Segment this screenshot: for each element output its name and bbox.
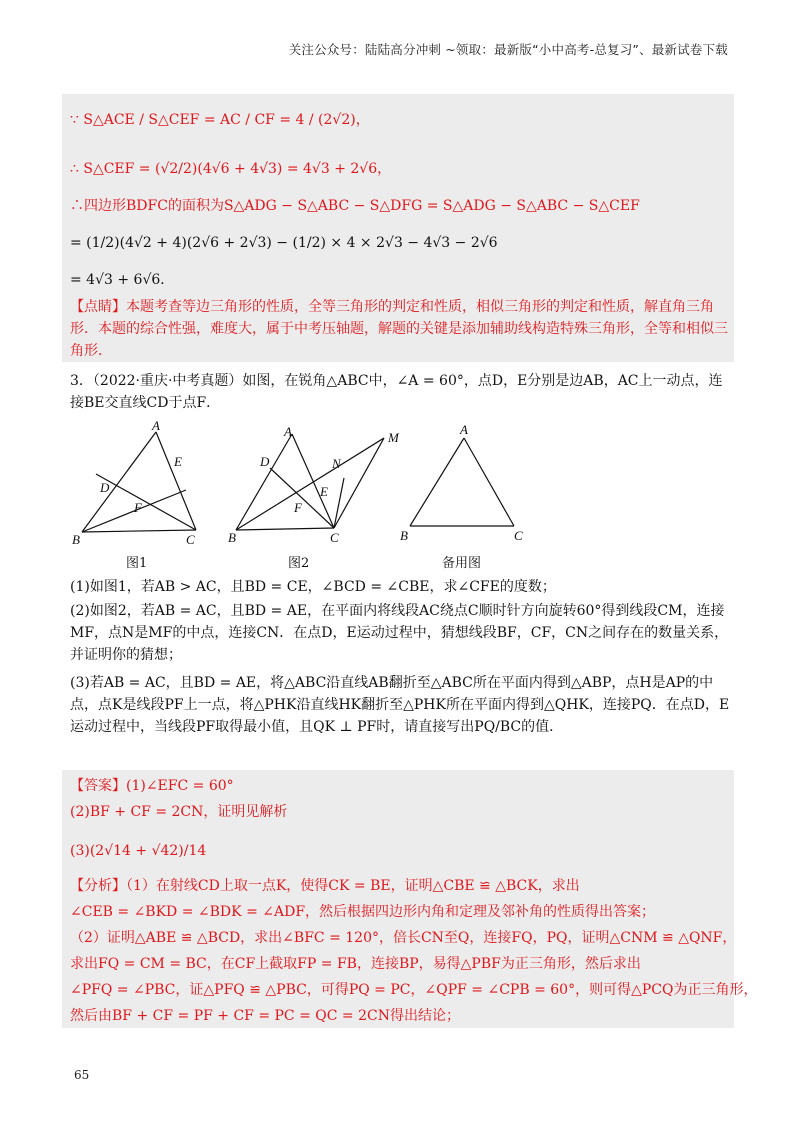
f2-label-a: A bbox=[284, 424, 292, 439]
solution-line-3: ∴四边形BDFC的面积为S△ADG − S△ABC − S△DFG = S△ADG − S△ABC − S△CEF bbox=[70, 198, 640, 214]
analysis-line-2: ∠CEB = ∠BKD = ∠BDK = ∠ADF，然后根据四边形内角和定理及邻补角的性质得出答案； bbox=[70, 904, 656, 920]
figure-2 bbox=[226, 420, 406, 550]
f2-line-cm bbox=[334, 438, 384, 528]
f2-label-f: F bbox=[294, 500, 302, 515]
analysis-line-1: 【分析】（1）在射线CD上取一点K，使得CK = BE，证明△CBE ≌ △BCK，求出 bbox=[70, 878, 580, 894]
f3-side-ac bbox=[464, 438, 514, 526]
question-2: (2)如图2，若AB = AC，且BD = AE，在平面内将线段AC绕点C顺时针方向旋转60°得到线段CM，连接MF，点N是MF的中点，连接CN．在点D，E运动过程中，猜想线段BF，CF，CN之间存在的数量关系，并证明你的猜想； bbox=[70, 603, 729, 663]
f1-label-c: C bbox=[186, 532, 195, 547]
f2-label-d: D bbox=[260, 454, 270, 469]
question-1: (1)如图1，若AB > AC，且BD = CE，∠BCD = ∠CBE，求∠CFE的度数； bbox=[70, 579, 556, 595]
answer-3: (3)(2√14 + √42)/14 bbox=[70, 843, 207, 859]
f1-label-b: B bbox=[72, 532, 80, 547]
caption-figure-1: 图1 bbox=[126, 556, 148, 571]
f1-label-d: D bbox=[100, 480, 110, 495]
f2-label-m: M bbox=[388, 430, 399, 445]
f1-line-cd bbox=[96, 474, 196, 530]
page-header: 关注公众号：陆陆高分冲刺 ~领取：最新版“小中高考-总复习”、最新试卷下载 bbox=[288, 42, 728, 57]
f2-label-c: C bbox=[330, 530, 339, 545]
f1-label-a: A bbox=[152, 420, 160, 433]
f1-label-f: F bbox=[134, 500, 142, 515]
figure-3 bbox=[396, 420, 536, 550]
f2-side-ab bbox=[236, 434, 292, 530]
answer-2: (2)BF + CF = 2CN，证明见解析 bbox=[70, 804, 288, 820]
solution-line-2: ∴ S△CEF = (√2/2)(4√6 + 4√3) = 4√3 + 2√6， bbox=[70, 161, 392, 177]
analysis-line-5: ∠PFQ = ∠PBC，证△PFQ ≌ △PBC，可得PQ = PC，∠QPF = ∠CPB = 60°，则可得△PCQ为正三角形， bbox=[70, 982, 758, 998]
f1-label-e: E bbox=[174, 454, 182, 469]
f2-label-n: N bbox=[332, 456, 341, 471]
answer-1: 【答案】(1)∠EFC = 60° bbox=[70, 778, 234, 794]
question-3: (3)若AB = AC，且BD = AE，将△ABC沿直线AB翻折至△ABC所在平面内得到△ABP，点H是AP的中点，点K是线段PF上一点，将△PHK沿直线HK翻折至△PHK所在平面内得到△QHK，连接PQ．在点D，E运动过程中，当线段PF取得最小值，且QK ⊥ PF时，请直接写出PQ/BC的值． bbox=[70, 675, 730, 735]
f2-label-e: E bbox=[320, 484, 328, 499]
solution-line-5: = 4√3 + 6√6． bbox=[70, 272, 175, 288]
solution-line-1: ∵ S△ACE / S△CEF = AC / CF = 4 / (2√2)， bbox=[70, 112, 370, 128]
solution-line-4: = (1/2)(4√2 + 4)(2√6 + 2√3) − (1/2) × 4 × 2√3 − 4√3 − 2√6 bbox=[70, 235, 498, 251]
problem-intro: 3．（2022·重庆·中考真题）如图，在锐角△ABC中，∠A = 60°，点D，E分别是边AB，AC上一动点，连接BE交直线CD于点F． bbox=[70, 373, 723, 411]
analysis-line-4: 求出FQ = CM = BC，在CF上截取FP = FB，连接BP，易得△PBF为正三角形，然后求出 bbox=[70, 956, 641, 972]
f2-line-bm bbox=[236, 438, 384, 530]
f1-side-ac bbox=[156, 432, 196, 530]
f3-label-c: C bbox=[514, 528, 523, 543]
solution-comment: 【点睛】本题考查等边三角形的性质，全等三角形的判定和性质，相似三角形的判定和性质，解直角三角形．本题的综合性强，难度大，属于中考压轴题，解题的关键是添加辅助线构造特殊三角形，全等和相似三角形． bbox=[70, 299, 728, 359]
caption-backup-figure: 备用图 bbox=[442, 556, 482, 571]
f3-label-b: B bbox=[400, 528, 408, 543]
figure-1 bbox=[66, 420, 216, 550]
analysis-line-6: 然后由BF + CF = PF + CF = PC = QC = 2CN得出结论； bbox=[70, 1008, 460, 1024]
analysis-line-3: （2）证明△ABE ≌ △BCD，求出∠BFC = 120°，倍长CN至Q，连接FQ，PQ，证明△CNM ≌ △QNF， bbox=[70, 930, 737, 946]
f2-line-cn bbox=[334, 478, 344, 528]
page-number: 65 bbox=[74, 1068, 90, 1082]
f1-side-bc bbox=[82, 530, 196, 532]
f2-label-b: B bbox=[228, 530, 236, 545]
f2-side-bc bbox=[236, 528, 334, 530]
f3-label-a: A bbox=[460, 422, 468, 437]
f3-side-ab bbox=[410, 438, 464, 526]
caption-figure-2: 图2 bbox=[288, 556, 310, 571]
